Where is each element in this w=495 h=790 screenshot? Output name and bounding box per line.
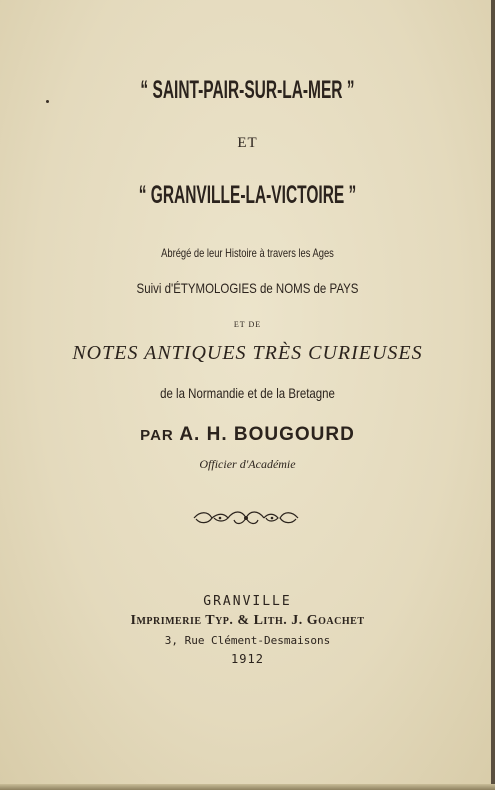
author-distinction: Officier d'Académie <box>199 457 296 471</box>
title-line-1: “ SAINT-PAIR-SUR-LA-MER ” <box>140 76 355 104</box>
imprint-year: 1912 <box>231 652 264 666</box>
subtitle-notes: NOTES ANTIQUES TRÈS CURIEUSES <box>72 342 423 364</box>
author-line <box>0 424 495 446</box>
ink-speck <box>46 100 49 103</box>
imprint-printer: Imprimerie Typ. & Lith. J. Goachet <box>130 613 365 628</box>
author-par: PAR <box>140 427 174 444</box>
imprint-address: 3, Rue Clément-Desmaisons <box>164 634 331 647</box>
author-name: A. H. BOUGOURD <box>179 424 355 445</box>
subtitle-abrege: Abrégé de leur Histoire à travers les Ages <box>161 246 334 260</box>
subtitle-region: de la Normandie et de la Bretagne <box>160 385 335 401</box>
page-bottom-edge <box>0 784 495 790</box>
imprint-city: GRANVILLE <box>203 594 292 609</box>
page-edge-shadow <box>491 0 495 790</box>
subtitle-et-de: ET DE <box>233 320 262 329</box>
title-conjunction: ET <box>237 135 258 151</box>
decorative-fleuron-icon <box>190 507 302 529</box>
subtitle-suivi: Suivi d'ÉTYMOLOGIES de NOMS de PAYS <box>136 280 359 296</box>
title-line-2: “ GRANVILLE-LA-VICTOIRE ” <box>138 181 357 209</box>
